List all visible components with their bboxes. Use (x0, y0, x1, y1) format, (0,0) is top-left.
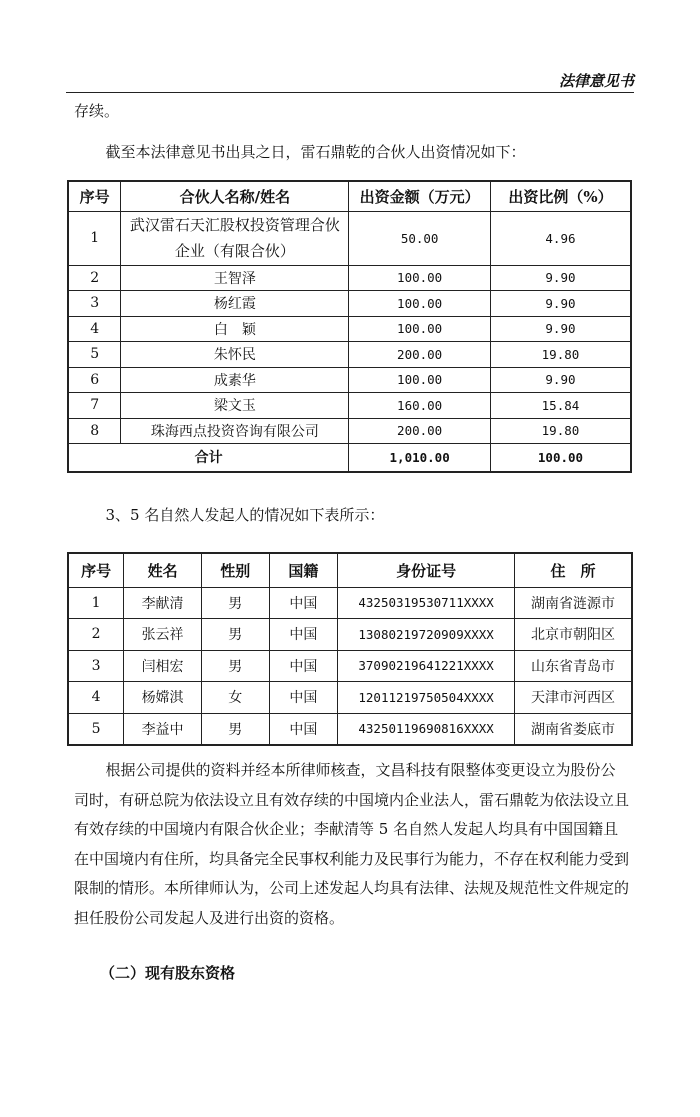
header-cell: 出资金额（万元） (349, 181, 491, 211)
cell-index: 1 (68, 587, 124, 619)
table-row (68, 713, 632, 745)
table-row (68, 587, 632, 619)
paragraph-partners-intro: 截至本法律意见书出具之日，雷石鼎乾的合伙人出资情况如下： (105, 143, 526, 161)
cell-index: 4 (68, 316, 121, 342)
cell-partner-name: 杨红霞 (121, 291, 349, 317)
cell-index: 4 (68, 682, 124, 714)
cell-index: 2 (68, 265, 121, 291)
cell-ratio: 9.90 (490, 265, 631, 291)
cell-amount: 200.00 (349, 342, 491, 368)
header-divider (66, 92, 634, 93)
cell-amount: 100.00 (349, 265, 491, 291)
header-cell: 国籍 (269, 553, 338, 587)
cell-residence: 湖南省涟源市 (515, 587, 633, 619)
header-cell: 姓名 (124, 553, 202, 587)
section-heading: （二）现有股东资格 (100, 964, 236, 982)
cell-total-amount: 1,010.00 (349, 444, 491, 472)
cell-index: 7 (68, 393, 121, 419)
table-row (68, 418, 631, 444)
cell-total-ratio: 100.00 (490, 444, 631, 472)
cell-id-number: 37090219641221XXXX (338, 650, 515, 682)
table-header-row (68, 181, 631, 211)
cell-partner-name: 白 颖 (121, 316, 349, 342)
table-row (68, 367, 631, 393)
cell-amount: 50.00 (349, 211, 491, 265)
cell-name: 闫相宏 (124, 650, 202, 682)
cell-index: 5 (68, 342, 121, 368)
cell-residence: 湖南省娄底市 (515, 713, 633, 745)
paragraph-people-intro: 3、5 名自然人发起人的情况如下表所示： (105, 506, 385, 524)
table-row (68, 393, 631, 419)
cell-residence: 天津市河西区 (515, 682, 633, 714)
cell-amount: 200.00 (349, 418, 491, 444)
document-header-title: 法律意见书 (558, 72, 634, 90)
cell-index: 2 (68, 619, 124, 651)
table-row (68, 342, 631, 368)
cell-gender: 男 (201, 713, 269, 745)
cell-ratio: 15.84 (490, 393, 631, 419)
table-header-row (68, 553, 632, 587)
cell-residence: 山东省青岛市 (515, 650, 633, 682)
cell-partner-name: 朱怀民 (121, 342, 349, 368)
table-row (68, 682, 632, 714)
table-row (68, 211, 631, 265)
cell-name: 张云祥 (124, 619, 202, 651)
paragraph-conclusion: 根据公司提供的资料并经本所律师核查，文昌科技有限整体变更设立为股份公司时，有研总院为依法设立且有效存续的中国境内企业法人，雷石鼎乾为依法设立且有效存续的中国境内有限合伙企业；李献清等 5 名自然人发起人均具有中国国籍且在中国境内有住所，均具备完全民事权利能力及民事行为能力，不存在权利能力受到限制的情形。本所律师认为，公司上述发起人均具有法律、法规及规范性文件规定的担任股份公司发起人及进行出资的资格。 (74, 761, 630, 927)
cell-id-number: 43250319530711XXXX (338, 587, 515, 619)
cell-id-number: 43250119690816XXXX (338, 713, 515, 745)
cell-partner-name: 珠海西点投资咨询有限公司 (121, 418, 349, 444)
cell-ratio: 9.90 (490, 367, 631, 393)
table-total-row (68, 444, 631, 472)
cell-index: 5 (68, 713, 124, 745)
partners-table (67, 180, 632, 473)
cell-name: 李献清 (124, 587, 202, 619)
cell-gender: 女 (201, 682, 269, 714)
header-cell: 身份证号 (338, 553, 515, 587)
table-row (68, 316, 631, 342)
header-cell: 出资比例（%） (490, 181, 631, 211)
cell-nationality: 中国 (269, 587, 338, 619)
cell-nationality: 中国 (269, 619, 338, 651)
header-cell: 合伙人名称/姓名 (121, 181, 349, 211)
cell-name: 李益中 (124, 713, 202, 745)
cell-amount: 100.00 (349, 367, 491, 393)
cell-index: 8 (68, 418, 121, 444)
cell-index: 6 (68, 367, 121, 393)
cell-ratio: 9.90 (490, 291, 631, 317)
cell-gender: 男 (201, 650, 269, 682)
cell-ratio: 4.96 (490, 211, 631, 265)
cell-ratio: 19.80 (490, 418, 631, 444)
cell-partner-name: 梁文玉 (121, 393, 349, 419)
cell-id-number: 12011219750504XXXX (338, 682, 515, 714)
cell-gender: 男 (201, 619, 269, 651)
cell-nationality: 中国 (269, 650, 338, 682)
cell-partner-name: 王智泽 (121, 265, 349, 291)
cell-residence: 北京市朝阳区 (515, 619, 633, 651)
cell-partner-name: 武汉雷石天汇股权投资管理合伙企业（有限合伙） (121, 211, 349, 265)
cell-index: 1 (68, 211, 121, 265)
table-row (68, 650, 632, 682)
cell-total-label: 合计 (68, 444, 349, 472)
cell-id-number: 13080219720909XXXX (338, 619, 515, 651)
cell-amount: 100.00 (349, 291, 491, 317)
cell-nationality: 中国 (269, 713, 338, 745)
header-cell: 住 所 (515, 553, 633, 587)
header-cell: 序号 (68, 181, 121, 211)
table-row (68, 619, 632, 651)
cell-ratio: 9.90 (490, 316, 631, 342)
table-row (68, 265, 631, 291)
cell-amount: 100.00 (349, 316, 491, 342)
cell-gender: 男 (201, 587, 269, 619)
cell-index: 3 (68, 291, 121, 317)
paragraph-continuation: 存续。 (74, 102, 120, 120)
cell-partner-name: 成素华 (121, 367, 349, 393)
cell-amount: 160.00 (349, 393, 491, 419)
header-cell: 性别 (201, 553, 269, 587)
cell-nationality: 中国 (269, 682, 338, 714)
natural-persons-table (67, 552, 633, 746)
table-row (68, 291, 631, 317)
cell-index: 3 (68, 650, 124, 682)
cell-name: 杨嫦淇 (124, 682, 202, 714)
cell-ratio: 19.80 (490, 342, 631, 368)
header-cell: 序号 (68, 553, 124, 587)
